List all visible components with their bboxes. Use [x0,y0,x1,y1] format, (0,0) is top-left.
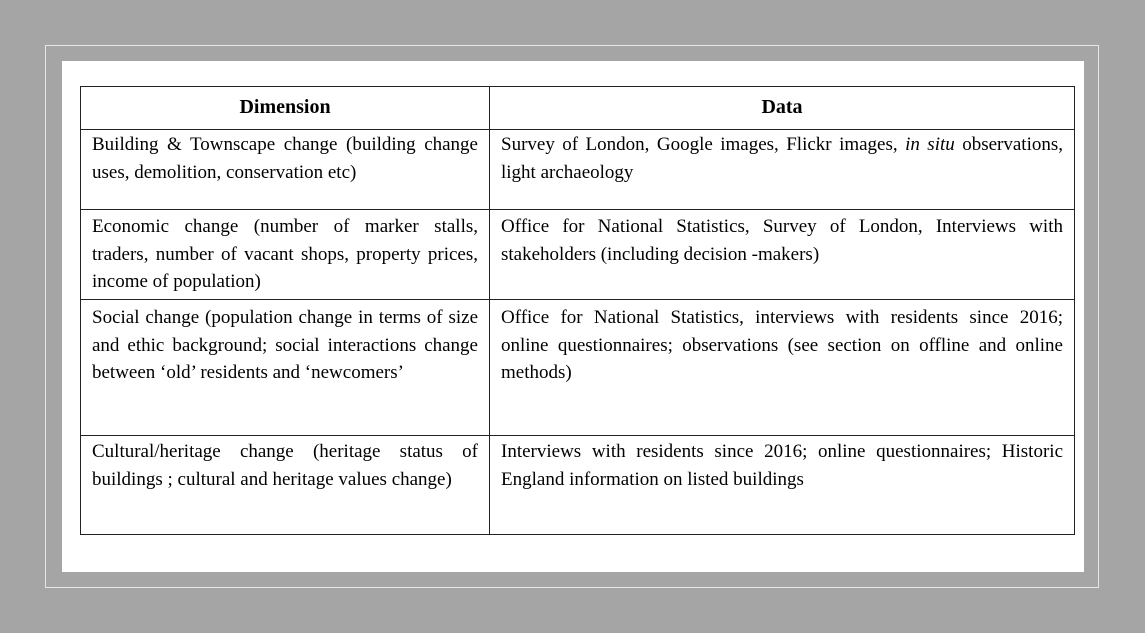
data-text: observations, light archaeology [501,134,1063,183]
data-cell: Office for National Statistics, interviews with residents since 2016; online questionnaires; observations (see section on offline and online methods) [490,300,1075,436]
column-header-dimension: Dimension [81,87,490,130]
table-row [81,300,1075,436]
table-row [81,210,1075,300]
dimension-cell: Building & Townscape change (building change uses, demolition, conservation etc) [81,130,490,210]
dimension-cell: Economic change (number of marker stalls, traders, number of vacant shops, property prices, income of population) [81,210,490,300]
column-header-data: Data [490,87,1075,130]
table-row [81,130,1075,210]
data-text: Survey of London, Google images, Flickr images, [501,134,906,155]
document-page [62,61,1084,572]
table-row [81,436,1075,535]
data-cell [490,130,1075,210]
data-cell: Office for National Statistics, Survey of London, Interviews with stakeholders (including decision -makers) [490,210,1075,300]
dimension-cell: Cultural/heritage change (heritage status of buildings ; cultural and heritage values change) [81,436,490,535]
dimension-data-table [80,86,1075,535]
dimension-cell: Social change (population change in terms of size and ethic background; social interactions change between ‘old’ residents and ‘newcomers’ [81,300,490,436]
data-cell: Interviews with residents since 2016; online questionnaires; Historic England information on listed buildings [490,436,1075,535]
data-italic-text: in situ [905,134,955,155]
table-header-row [81,87,1075,130]
